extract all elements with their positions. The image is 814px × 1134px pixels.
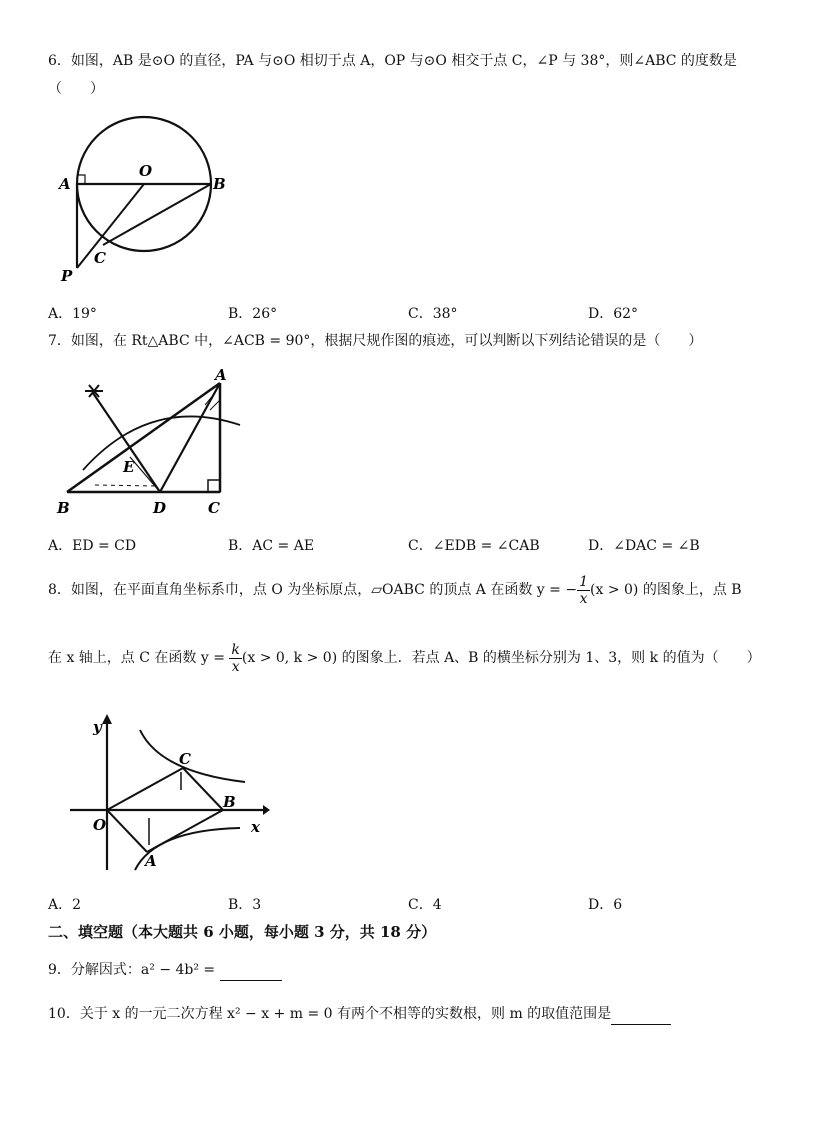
q8-line1-text-b: (x > 0) 的图象上，点 B (590, 582, 742, 598)
q7-label-a: A (215, 366, 227, 384)
q8-stem-line1 (48, 572, 742, 608)
q7-label-c: C (208, 499, 220, 517)
q8-option-d[interactable]: D．6 (588, 897, 623, 913)
q8-label-o: O (93, 816, 107, 834)
q6-stem-line1: 6．如图，AB 是⊙O 的直径，PA 与⊙O 相切于点 A，OP 与⊙O 相交于点 C，∠P 与 38°，则∠ABC 的度数是 (48, 53, 737, 69)
section-2-heading: 二、填空题（本大题共 6 小题，每小题 3 分，共 18 分） (48, 923, 437, 941)
q7-label-b: B (57, 499, 70, 517)
q8-option-a[interactable]: A．2 (48, 897, 82, 913)
q6-option-d[interactable]: D．62° (588, 306, 639, 322)
q8-line1-text-a: 8．如图，在平面直角坐标系巾，点 O 为坐标原点，▱OABC 的顶点 A 在函数 y = − (48, 582, 578, 598)
q8-stem-line2 (48, 640, 761, 676)
q8-label-y: y (93, 718, 102, 736)
q6-option-c[interactable]: C．38° (408, 306, 458, 322)
q8-option-c[interactable]: C．4 (408, 897, 442, 913)
q7-label-d: D (153, 499, 167, 517)
q10-stem (48, 1004, 671, 1025)
q8-label-a: A (145, 852, 157, 870)
q6-stem-line2: （ ） (48, 81, 104, 97)
q8-label-b: B (223, 793, 236, 811)
q7-label-e: E (123, 458, 135, 476)
q7-option-c[interactable]: C．∠EDB = ∠CAB (408, 538, 540, 554)
q8-line2-text-a: 在 x 轴上，点 C 在函数 y = (48, 650, 225, 666)
q10-text: 10．关于 x 的一元二次方程 x² − x + m = 0 有两个不相等的实数根，则 m 的取值范围是 (48, 1006, 612, 1022)
q7-option-d[interactable]: D．∠DAC = ∠B (588, 538, 700, 554)
q8-label-c: C (179, 750, 191, 768)
q8-label-x: x (251, 818, 260, 836)
q6-figure (55, 105, 235, 295)
q9-answer-blank[interactable] (220, 960, 282, 981)
q7-figure (55, 365, 255, 520)
q10-answer-blank[interactable] (611, 1004, 671, 1025)
q8-line2-text-b: (x > 0, k > 0) 的图象上．若点 A、B 的横坐标分别为 1、3，则 k 的值为（ ） (241, 650, 761, 666)
q9-stem (48, 960, 282, 981)
q6-label-o: O (139, 162, 153, 180)
q6-label-a: A (59, 175, 71, 193)
q6-label-c: C (94, 249, 106, 267)
q8-fraction-1: $\frac{1}{x}$ (579, 573, 589, 607)
q7-stem: 7．如图，在 Rt△ABC 中，∠ACB = 90°，根据尺规作图的痕迹，可以判断以下列结论错误的是（ ） (48, 333, 703, 349)
q6-option-a[interactable]: A．19° (48, 306, 97, 322)
q9-text: 9．分解因式：a² − 4b² = (48, 962, 216, 978)
q7-option-a[interactable]: A．ED = CD (48, 538, 137, 554)
q8-figure (65, 710, 270, 875)
q8-fraction-k: $\frac{k}{x}$ (231, 641, 240, 675)
q6-label-p: P (61, 267, 73, 285)
q8-option-b[interactable]: B．3 (228, 897, 262, 913)
q6-option-b[interactable]: B．26° (228, 306, 278, 322)
q6-label-b: B (213, 175, 226, 193)
q7-option-b[interactable]: B．AC = AE (228, 538, 315, 554)
